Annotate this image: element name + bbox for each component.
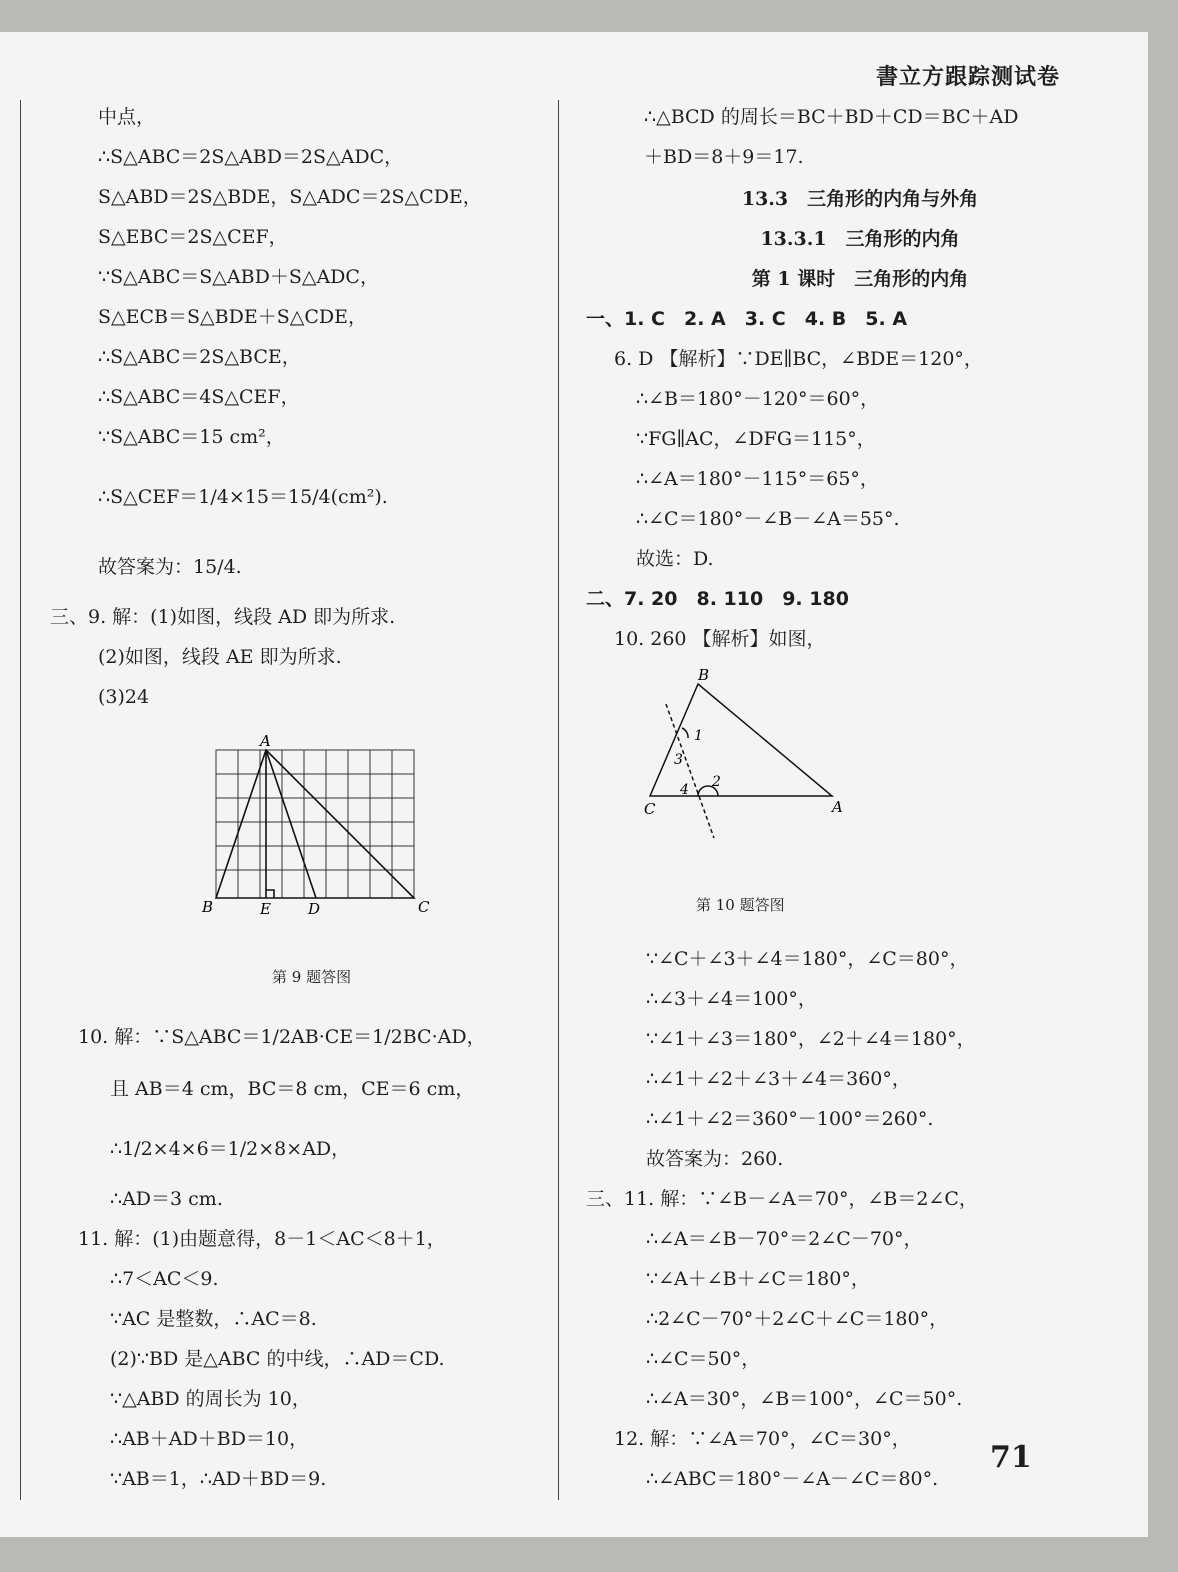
line: ∴AD＝3 cm. <box>110 1188 223 1210</box>
line: ∵△ABD 的周长为 10， <box>110 1388 311 1410</box>
column-divider <box>558 100 559 1500</box>
line: ∵FG∥AC，∠DFG＝115°， <box>636 428 876 450</box>
fig9-label-c: C <box>418 898 430 916</box>
figure-9-grid-diagram <box>196 732 436 917</box>
fig10-label-4: 4 <box>680 782 689 798</box>
line: ∵S△ABC＝S△ABD＋S△ADC， <box>98 266 379 288</box>
line: 10. 260 【解析】如图， <box>614 628 826 650</box>
line: ∴∠1＋∠2＝360°－100°＝260°. <box>646 1108 934 1130</box>
fig9-label-e: E <box>260 900 271 917</box>
line: ∴2∠C－70°＋2∠C＋∠C＝180°， <box>646 1308 949 1330</box>
subsection-heading: 13.3.1 三角形的内角 <box>760 228 960 250</box>
line: ∵AC 是整数，∴AC＝8. <box>110 1308 317 1330</box>
line: ∴S△ABC＝2S△BCE， <box>98 346 301 368</box>
fig10-label-1: 1 <box>694 728 703 744</box>
fig10-label-c: C <box>644 800 656 818</box>
line: 故选：D. <box>636 548 714 570</box>
line: 故答案为：15/4. <box>98 556 242 578</box>
figure-9-caption: 第 9 题答图 <box>272 968 352 986</box>
line: 二、7. 20 8. 110 9. 180 <box>586 588 849 610</box>
figure-10-caption: 第 10 题答图 <box>696 896 785 914</box>
page <box>0 32 1148 1537</box>
line: ∵∠A＋∠B＋∠C＝180°， <box>646 1268 870 1290</box>
header-title: 書立方跟踪测试卷 <box>875 65 1060 90</box>
fig10-label-b: B <box>698 666 710 684</box>
line: ∴S△ABC＝4S△CEF， <box>98 386 300 408</box>
line: 一、1. C 2. A 3. C 4. B 5. A <box>586 308 908 330</box>
line: ∴∠C＝180°－∠B－∠A＝55°. <box>636 508 900 530</box>
line: 三、11. 解：∵∠B－∠A＝70°，∠B＝2∠C， <box>586 1188 978 1210</box>
section-heading: 13.3 三角形的内角与外角 <box>741 188 979 210</box>
line: ∵AB＝1，∴AD＋BD＝9. <box>110 1468 327 1490</box>
line: ∴∠C＝50°， <box>646 1348 761 1370</box>
figure-10-triangle-diagram <box>636 666 856 866</box>
line: ∴7＜AC＜9. <box>110 1268 219 1290</box>
line: ∵∠1＋∠3＝180°，∠2＋∠4＝180°， <box>646 1028 976 1050</box>
line: (2)∵BD 是△ABC 的中线，∴AD＝CD. <box>110 1348 445 1370</box>
line: ∴△BCD 的周长＝BC＋BD＋CD＝BC＋AD <box>644 106 1019 128</box>
line: ∴∠B＝180°－120°＝60°， <box>636 388 880 410</box>
right-column <box>560 32 1148 1532</box>
line: ∴S△CEF＝1/4×15＝15/4(cm²). <box>98 486 388 508</box>
page-number: 71 <box>990 1440 1032 1475</box>
line: (3)24 <box>98 686 150 708</box>
line: 且 AB＝4 cm，BC＝8 cm，CE＝6 cm， <box>110 1078 475 1100</box>
fig9-label-d: D <box>308 900 321 917</box>
line: S△EBC＝2S△CEF， <box>98 226 288 248</box>
line: ∴∠1＋∠2＋∠3＋∠4＝360°， <box>646 1068 911 1090</box>
line: 6. D 【解析】∵DE∥BC，∠BDE＝120°， <box>614 348 983 370</box>
line: 12. 解：∵∠A＝70°，∠C＝30°， <box>614 1428 911 1450</box>
line: ∴∠A＝∠B－70°＝2∠C－70°， <box>646 1228 923 1250</box>
fig9-label-a: A <box>260 732 271 750</box>
line: ∴∠A＝30°，∠B＝100°，∠C＝50°. <box>646 1388 963 1410</box>
line: ∴∠ABC＝180°－∠A－∠C＝80°. <box>646 1468 939 1490</box>
line: S△ABD＝2S△BDE，S△ADC＝2S△CDE， <box>98 186 482 208</box>
fig9-label-b: B <box>202 898 214 916</box>
fig10-label-3: 3 <box>674 752 683 768</box>
line: ∵∠C＋∠3＋∠4＝180°，∠C＝80°， <box>646 948 969 970</box>
fig10-label-a: A <box>832 798 843 816</box>
line: ＋BD＝8＋9＝17. <box>644 146 804 168</box>
line: (2)如图，线段 AE 即为所求. <box>98 646 342 668</box>
line: ∵S△ABC＝15 cm²， <box>98 426 285 448</box>
left-column <box>0 32 556 1532</box>
line: ∴∠A＝180°－115°＝65°， <box>636 468 879 490</box>
line: 中点， <box>98 106 156 128</box>
line: 三、9. 解：(1)如图，线段 AD 即为所求. <box>50 606 396 628</box>
line: 故答案为：260. <box>646 1148 784 1170</box>
line: 11. 解：(1)由题意得，8－1＜AC＜8＋1， <box>78 1228 446 1250</box>
line: ∴AB＋AD＋BD＝10， <box>110 1428 309 1450</box>
line: ∴S△ABC＝2S△ABD＝2S△ADC， <box>98 146 404 168</box>
line: ∴∠3＋∠4＝100°， <box>646 988 817 1010</box>
line: ∴1/2×4×6＝1/2×8×AD， <box>110 1138 351 1160</box>
line: 10. 解：∵S△ABC＝1/2AB·CE＝1/2BC·AD， <box>78 1026 486 1048</box>
lesson-heading: 第 1 课时 三角形的内角 <box>751 268 969 290</box>
line: S△ECB＝S△BDE＋S△CDE， <box>98 306 367 328</box>
fig10-label-2: 2 <box>712 774 721 790</box>
